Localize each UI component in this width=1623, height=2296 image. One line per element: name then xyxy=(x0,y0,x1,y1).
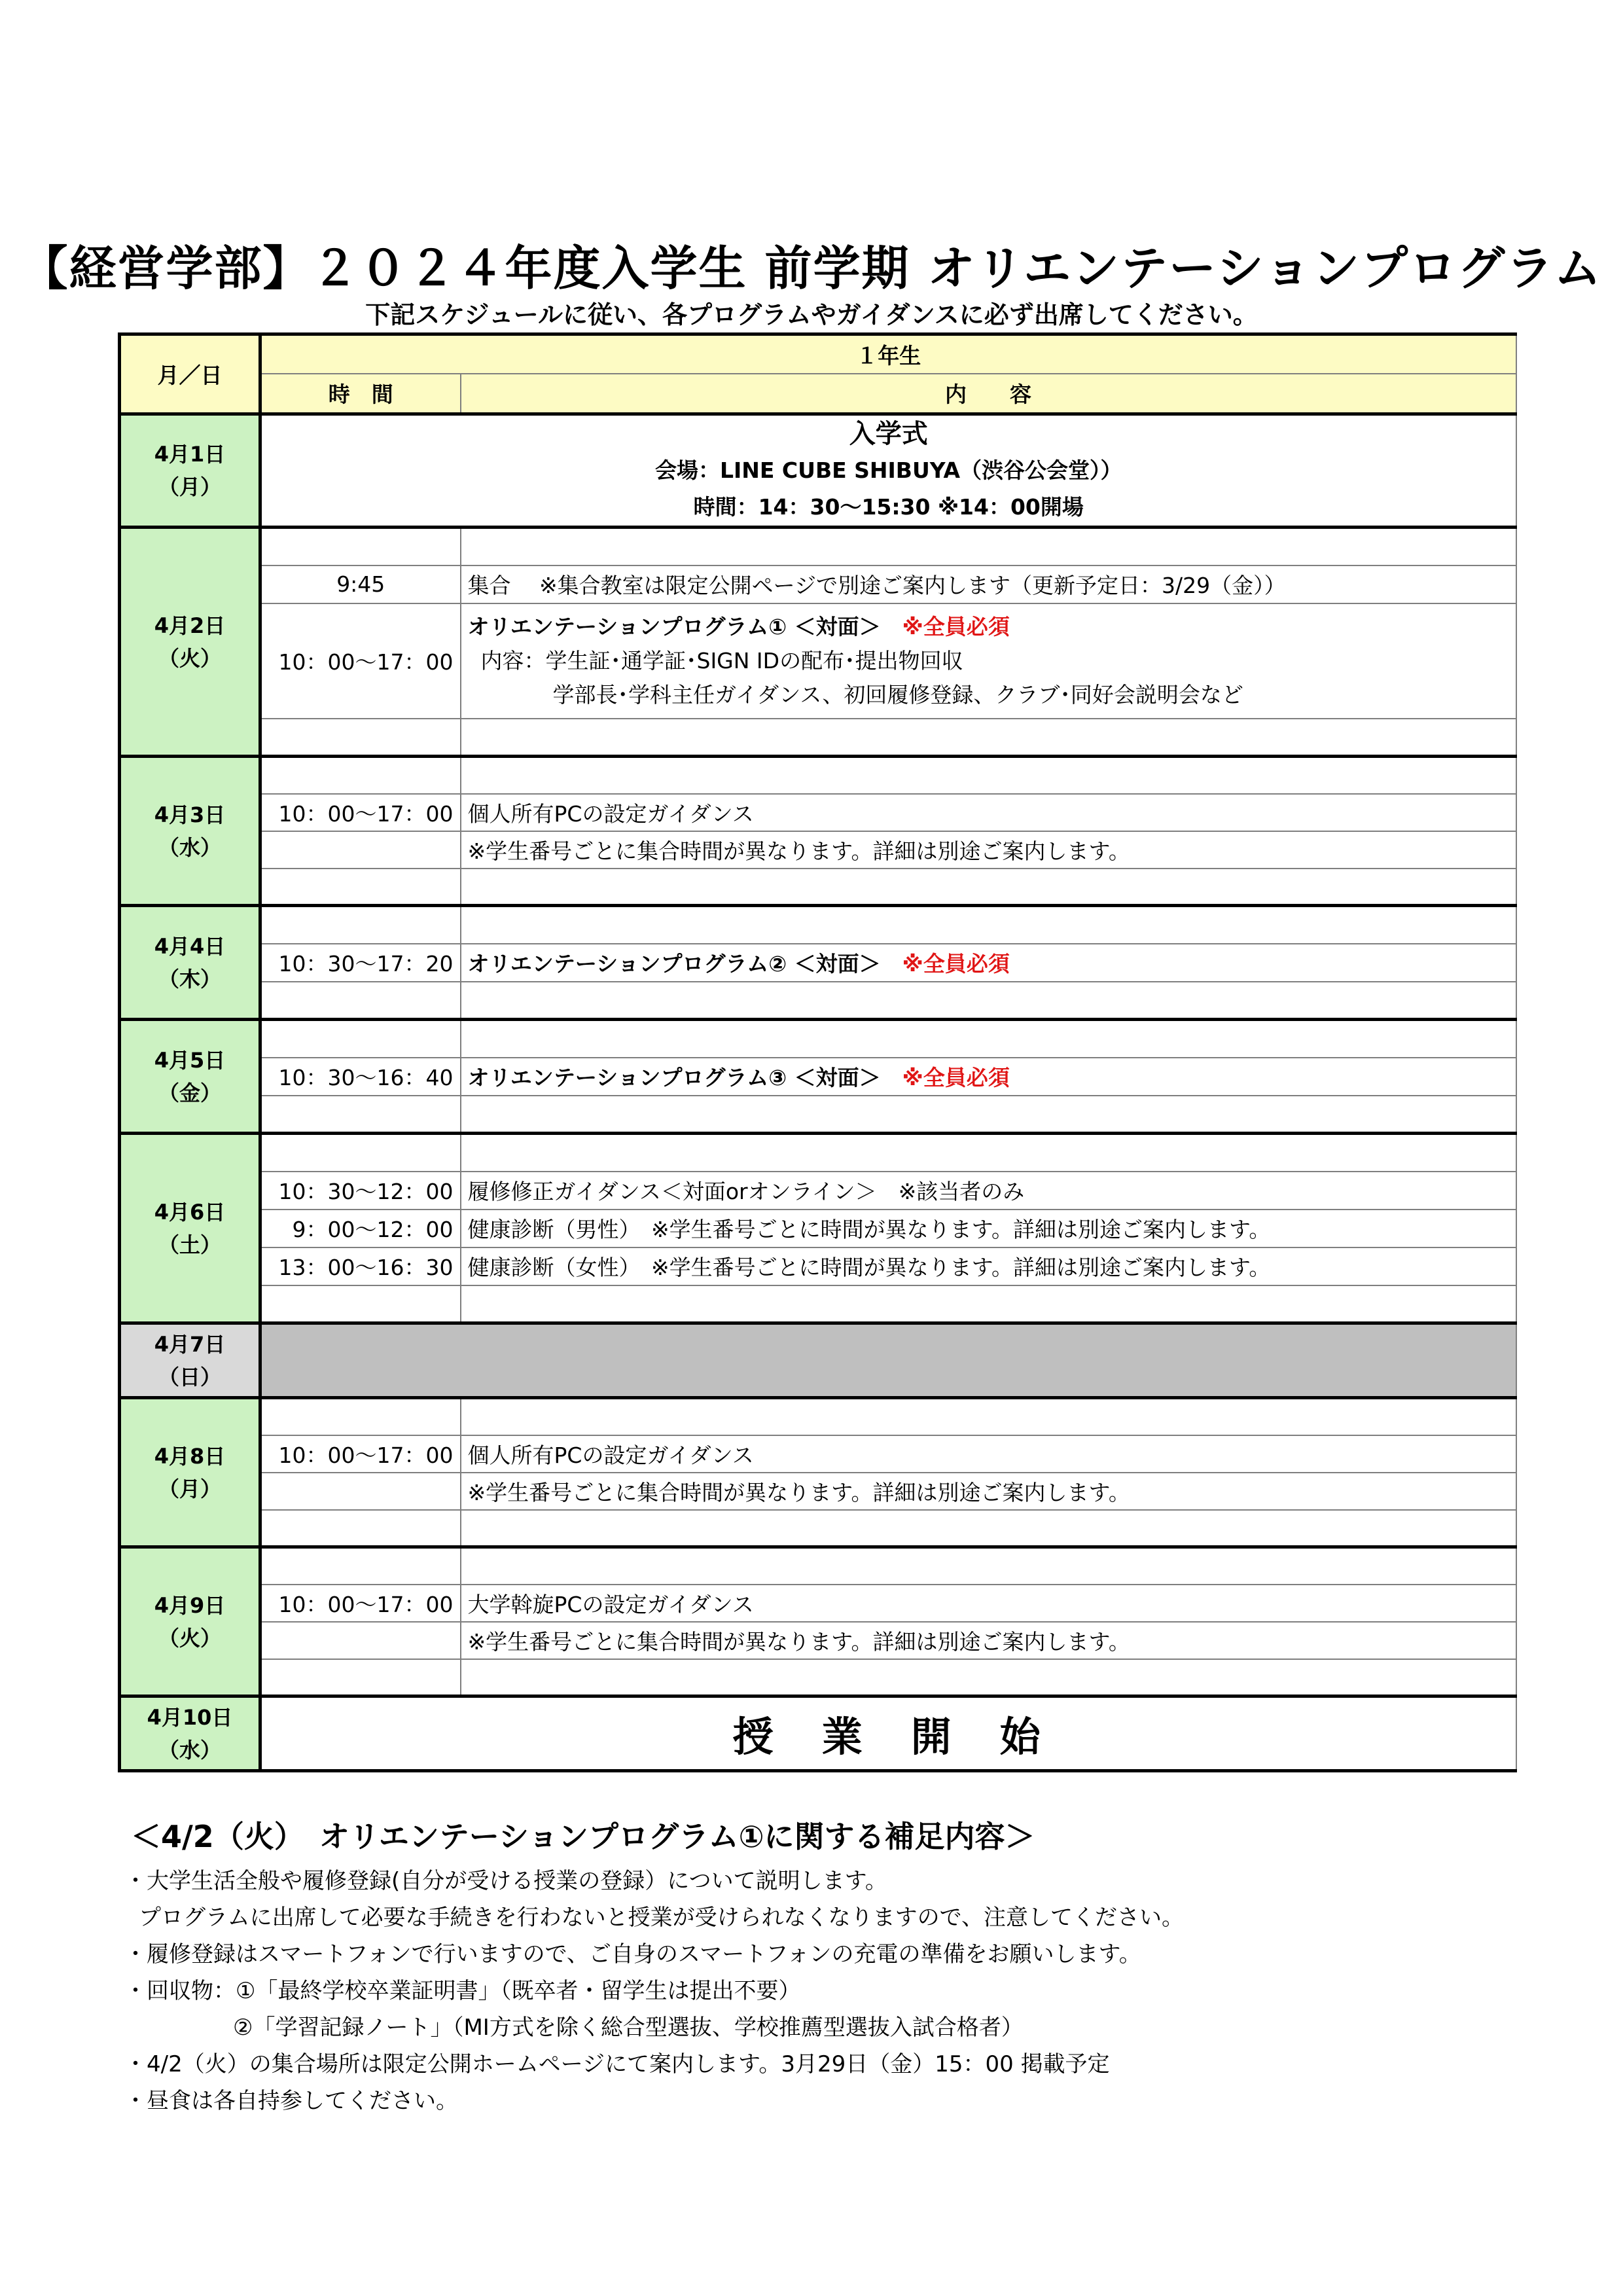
note-line: ②「学習記録ノート」（MI方式を除く総合型選抜、学校推薦型選抜入試合格者） xyxy=(233,2015,1024,2041)
content: 健康診断（男性） ※学生番号ごとに時間が異なります。詳細は別途ご案内します。 xyxy=(461,1210,1516,1247)
weekday: （月） xyxy=(158,1476,221,1501)
required-label: ※全員必須 xyxy=(902,1065,1010,1090)
required-label: ※全員必須 xyxy=(902,613,1010,639)
date: 4月9日 xyxy=(154,1592,226,1618)
weekday: （水） xyxy=(158,1737,221,1763)
note-line: ・回収物：①「最終学校卒業証明書」（既卒者・留学生は提出不要） xyxy=(124,1978,801,2004)
weekday: （土） xyxy=(158,1232,221,1257)
date-cell xyxy=(120,1547,260,1696)
program-detail: 内容：学生証･通学証･SIGN IDの配布･提出物回収 xyxy=(480,647,963,673)
weekday: （火） xyxy=(158,1625,221,1651)
ceremony-title: 入学式 xyxy=(849,419,928,449)
date: 4月4日 xyxy=(154,933,226,959)
note-line: ・大学生活全般や履修登録(自分が受ける授業の登録）について説明します。 xyxy=(124,1868,887,1894)
content: ※学生番号ごとに集合時間が異なります。詳細は別途ご案内します。 xyxy=(461,1622,1516,1659)
time: 10：00～17：00 xyxy=(260,1585,461,1622)
weekday: （水） xyxy=(158,834,221,860)
date-cell xyxy=(120,1020,260,1134)
time: 13：00～16：30 xyxy=(260,1247,461,1285)
note-line: ・昼食は各自持参してください。 xyxy=(124,2088,458,2114)
date: 4月10日 xyxy=(147,1704,233,1730)
time: 10：30～16：40 xyxy=(260,1058,461,1096)
time: 10：30～12：00 xyxy=(260,1172,461,1210)
header-group: １年生 xyxy=(260,334,1516,374)
date-cell xyxy=(120,1323,260,1398)
weekday: （火） xyxy=(158,645,221,671)
program-name: オリエンテーションプログラム① ＜対面＞ xyxy=(467,613,881,639)
date: 4月3日 xyxy=(154,802,226,827)
program-detail: 学部長･学科主任ガイダンス、初回履修登録、クラブ･同好会説明会など xyxy=(552,681,1243,708)
classes-start: 授 業 開 始 xyxy=(260,1696,1516,1771)
notes xyxy=(124,1863,1564,2119)
date: 4月6日 xyxy=(154,1199,226,1225)
header-content: 内 容 xyxy=(461,374,1516,414)
date-cell xyxy=(120,414,260,528)
date-cell xyxy=(120,906,260,1020)
date-cell xyxy=(120,528,260,757)
weekday: （木） xyxy=(158,966,221,992)
date: 4月8日 xyxy=(154,1443,226,1469)
program-name: オリエンテーションプログラム② ＜対面＞ xyxy=(467,951,881,977)
date: 4月7日 xyxy=(154,1331,226,1357)
content: 健康診断（女性） ※学生番号ごとに時間が異なります。詳細は別途ご案内します。 xyxy=(461,1247,1516,1285)
ceremony-cell xyxy=(260,414,1516,528)
program-cell xyxy=(461,944,1516,982)
note-line: ・4/2（火）の集合場所は限定公開ホームページにて案内します。3月29日（金）15：00 掲載予定 xyxy=(124,2051,1110,2077)
content: ※学生番号ごとに集合時間が異なります。詳細は別途ご案内します。 xyxy=(461,831,1516,869)
program-cell xyxy=(461,1058,1516,1096)
page-title: 【経営学部】２０２４年度入学生 前学期 オリエンテーションプログラム xyxy=(20,241,1603,296)
ceremony-time: 時間：14：30～15:30 ※14：00開場 xyxy=(693,494,1084,520)
program-cell xyxy=(461,603,1516,719)
content: 履修修正ガイダンス＜対面orオンライン＞ ※該当者のみ xyxy=(461,1172,1516,1210)
header-time: 時 間 xyxy=(260,374,461,414)
time: 10：00～17：00 xyxy=(260,603,461,719)
ceremony-venue: 会場：LINE CUBE SHIBUYA（渋谷公会堂）） xyxy=(654,457,1122,483)
time: 10：00～17：00 xyxy=(260,794,461,831)
content: 個人所有PCの設定ガイダンス xyxy=(461,794,1516,831)
date: 4月2日 xyxy=(154,613,226,638)
time: 10：30～17：20 xyxy=(260,944,461,982)
date-cell xyxy=(120,1398,260,1547)
page-subtitle: 下記スケジュールに従い、各プログラムやガイダンスに必ず出席してください。 xyxy=(365,300,1258,329)
date: 4月5日 xyxy=(154,1047,226,1073)
time: 10：00～17：00 xyxy=(260,1435,461,1473)
header-date: 月／日 xyxy=(120,334,260,414)
date: 4月1日 xyxy=(154,442,226,467)
date-cell xyxy=(120,1696,260,1771)
content: 個人所有PCの設定ガイダンス xyxy=(461,1435,1516,1473)
content: 集合 ※集合教室は限定公開ページで別途ご案内します（更新予定日：3/29（金）） xyxy=(461,565,1516,603)
weekday: （日） xyxy=(158,1364,221,1390)
content: ※学生番号ごとに集合時間が異なります。詳細は別途ご案内します。 xyxy=(461,1473,1516,1510)
note-line: ・履修登録はスマートフォンで行いますので、ご自身のスマートフォンの充電の準備をお願いします。 xyxy=(124,1941,1141,1967)
schedule-table xyxy=(118,332,1517,1772)
closed-cell xyxy=(260,1323,1516,1398)
time: 9：00～12：00 xyxy=(260,1210,461,1247)
weekday: （月） xyxy=(158,475,221,499)
notes-title: ＜4/2（火） オリエンテーションプログラム①に関する補足内容＞ xyxy=(131,1819,1035,1854)
content: 大学斡旋PCの設定ガイダンス xyxy=(461,1585,1516,1622)
time: 9:45 xyxy=(260,565,461,603)
note-line: プログラムに出席して必要な手続きを行わないと授業が受けられなくなりますので、注意してください。 xyxy=(139,1905,1184,1931)
required-label: ※全員必須 xyxy=(902,951,1010,977)
program-name: オリエンテーションプログラム③ ＜対面＞ xyxy=(467,1065,881,1090)
date-cell xyxy=(120,1134,260,1323)
date-cell xyxy=(120,757,260,906)
weekday: （金） xyxy=(158,1080,221,1105)
